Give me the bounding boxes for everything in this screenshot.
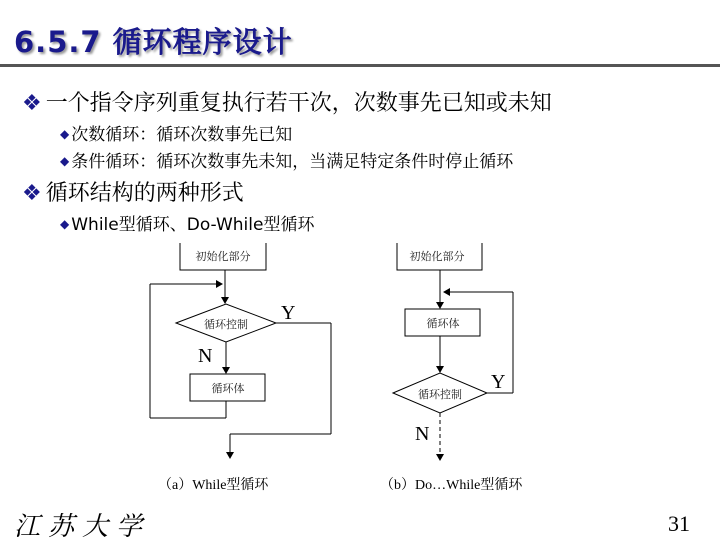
sub-bullet-1-1-text: 次数循环：循环次数事先已知 [71,125,293,145]
diamond-bullet-icon: ❖ [22,91,42,116]
b-control-label: 循环控制 [418,388,462,401]
do-while-loop-flowchart [393,243,513,460]
caption-do-while: （b）Do…While型循环 [380,478,523,493]
a-yes-label: Y [281,302,296,324]
a-init-label: 初始化部分 [195,250,251,263]
sub-bullet-2-1-text: While型循环、Do-While型循环 [71,215,315,235]
diamond-subbullet-icon: ◆ [60,217,70,231]
while-loop-flowchart [150,243,331,458]
slide-title: 6.5.7 循环程序设计 [14,25,293,59]
diamond-subbullet-icon: ◆ [60,127,70,141]
b-no-label: N [415,423,430,445]
a-no-label: N [198,345,213,367]
caption-while: （a）While型循环 [158,478,269,493]
b-init-label: 初始化部分 [409,250,465,263]
b-yes-label: Y [491,371,506,393]
bullet-2-text: 循环结构的两种形式 [45,181,244,206]
bullet-1-text: 一个指令序列重复执行若干次，次数事先已知或未知 [45,91,552,116]
diamond-subbullet-icon: ◆ [60,154,70,168]
page-number: 31 [668,511,690,536]
diamond-bullet-icon: ❖ [22,181,42,206]
a-body-label: 循环体 [211,382,245,395]
b-body-label: 循环体 [426,317,460,330]
sub-bullet-1-2-text: 条件循环：循环次数事先未知，当满足特定条件时停止循环 [71,152,514,172]
a-control-label: 循环控制 [204,318,248,331]
university-logo-text: 江苏大学 [14,512,151,542]
